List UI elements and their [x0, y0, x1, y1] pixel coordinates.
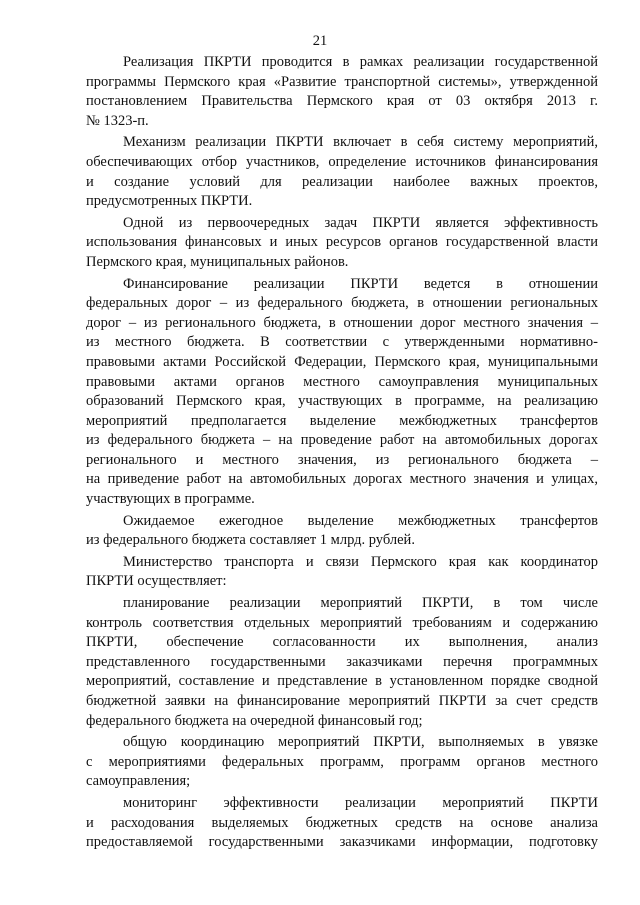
- text-line: Реализация ПКРТИ проводится в рамках реализации государственной: [123, 54, 598, 70]
- text-line: и создание условий для реализации наиболее важных проектов,: [86, 173, 598, 190]
- document-body: [86, 53, 598, 853]
- paragraph-expected-transfers: [86, 512, 598, 551]
- text-line: Министерство транспорта и связи Пермского края как координатор: [123, 553, 598, 570]
- text-line: контроль соответствия отдельных мероприятий требованиям и содержанию: [86, 614, 598, 631]
- text-line: дорог – из регионального бюджета, в отношении дорог местного значения –: [86, 314, 598, 331]
- text-line: образований Пермского края, участвующих в программе, на реализацию: [86, 393, 598, 410]
- text-line: федерального бюджета на очередной финансовый год;: [86, 712, 423, 729]
- text-line: мероприятий предполагается выделение межбюджетных трансфертов: [86, 412, 598, 429]
- text-line: и расходования выделяемых бюджетных средств на основе анализа: [86, 814, 598, 831]
- text-line: Механизм реализации ПКРТИ включает в себя систему мероприятий,: [123, 134, 598, 151]
- text-line: № 1323-п.: [86, 112, 149, 129]
- text-line: ПКРТИ, обеспечение согласованности их выполнения, анализ: [86, 634, 598, 651]
- text-line: предоставляемой государственными заказчиками информации, подготовку: [86, 834, 598, 851]
- text-line: из федерального бюджета составляет 1 млрд. рублей.: [86, 532, 415, 549]
- text-line: представленного государственными заказчиками перечня программных: [86, 653, 598, 670]
- text-line: из федерального бюджета – на проведение работ на автомобильных дорогах: [86, 432, 598, 449]
- paragraph-priority-task: [86, 214, 598, 273]
- paragraph-planning: [86, 594, 598, 731]
- text-line: общую координацию мероприятий ПКРТИ, выполняемых в увязке: [123, 734, 598, 751]
- text-line: на приведение работ на автомобильных дорогах местного значения и улицах,: [86, 471, 598, 488]
- text-line: с мероприятиями федеральных программ, программ органов местного: [86, 753, 598, 770]
- text-line: правовыми актами Российской Федерации, Пермского края, муниципальными: [86, 353, 598, 370]
- paragraph-coordination: [86, 733, 598, 792]
- text-line: самоуправления;: [86, 773, 191, 790]
- text-line: из местного бюджета. В соответствии с утвержденными нормативно-: [86, 334, 598, 351]
- text-line: федеральных дорог – из федерального бюджета, в отношении региональных: [86, 295, 598, 312]
- text-line: мониторинг эффективности реализации мероприятий ПКРТИ: [123, 794, 598, 811]
- text-line: постановлением Правительства Пермского края от 03 октября 2013 г.: [86, 93, 598, 110]
- text-line: мероприятий, составление и представление в установленном порядке сводной: [86, 673, 598, 690]
- paragraph-financing: [86, 275, 598, 510]
- text-line: регионального и местного значения, из регионального бюджета –: [86, 451, 598, 468]
- text-line: предусмотренных ПКРТИ.: [86, 193, 253, 210]
- text-line: использования финансовых и иных ресурсов органов государственной власти: [86, 234, 598, 251]
- text-line: правовыми актами органов местного самоуправления муниципальных: [86, 373, 598, 390]
- text-line: ПКРТИ осуществляет:: [86, 573, 227, 590]
- paragraph-ministry-coordinator: [86, 553, 598, 592]
- text-line: программы Пермского края «Развитие транспортной системы», утвержденной: [86, 73, 598, 90]
- paragraph-monitoring: [86, 794, 598, 853]
- paragraph-mechanism: [86, 133, 598, 211]
- text-line: Финансирование реализации ПКРТИ ведется в отношении: [123, 275, 598, 292]
- page-number: 21: [312, 33, 328, 49]
- text-line: бюджетной заявки на финансирование мероприятий ПКРТИ за счет средств: [86, 693, 598, 709]
- paragraph-program-basis: [86, 53, 598, 131]
- text-line: обеспечивающих отбор участников, определение источников финансирования: [86, 153, 598, 170]
- text-line: участвующих в программе.: [86, 491, 255, 508]
- text-line: Пермского края, муниципальных районов.: [86, 253, 349, 270]
- text-line: Ожидаемое ежегодное выделение межбюджетных трансфертов: [123, 512, 598, 529]
- text-line: планирование реализации мероприятий ПКРТИ, в том числе: [123, 595, 598, 612]
- text-line: Одной из первоочередных задач ПКРТИ является эффективность: [123, 214, 598, 231]
